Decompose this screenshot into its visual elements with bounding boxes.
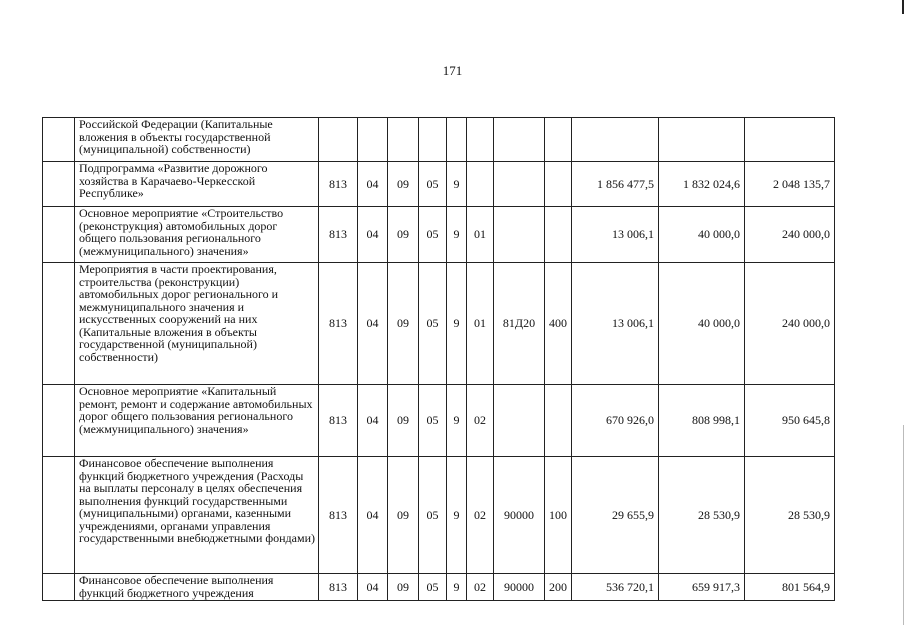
section-code-cell [358,118,388,162]
first-column-cell [43,457,75,574]
program-code-cell: 05 [419,162,447,207]
subprogram-code-cell: 9 [447,263,467,385]
scan-edge-line [903,425,904,625]
program-code-cell: 05 [419,263,447,385]
first-column-cell [43,162,75,207]
subprogram-code-cell: 9 [447,457,467,574]
subsection-code-cell: 09 [388,574,419,601]
amount-year2-cell: 808 998,1 [659,385,745,457]
subprogram-code-cell [447,118,467,162]
activity-code-cell [467,162,494,207]
activity-code-cell: 02 [467,574,494,601]
subprogram-code-cell: 9 [447,207,467,263]
amount-year3-cell [745,118,835,162]
amount-year2-cell: 1 832 024,6 [659,162,745,207]
budget-table [42,117,835,601]
direction-code-cell: 90000 [494,457,545,574]
section-code-cell: 04 [358,574,388,601]
first-column-cell [43,118,75,162]
direction-code-cell [494,118,545,162]
amount-year2-cell: 40 000,0 [659,263,745,385]
ministry-code-cell: 813 [319,207,358,263]
item-name-cell: Российской Федерации (Капитальные вложения в объекты государственной (муниципальной) собственности) [75,118,319,162]
amount-year2-cell: 28 530,9 [659,457,745,574]
ministry-code-cell: 813 [319,574,358,601]
program-code-cell [419,118,447,162]
item-name-cell: Финансовое обеспечение выполнения функций бюджетного учреждения [75,574,319,601]
subsection-code-cell [388,118,419,162]
activity-code-cell: 02 [467,385,494,457]
section-code-cell: 04 [358,162,388,207]
ministry-code-cell: 813 [319,457,358,574]
amount-year3-cell: 801 564,9 [745,574,835,601]
table-row [43,457,835,574]
amount-year1-cell: 670 926,0 [572,385,659,457]
expense-type-cell [545,385,572,457]
program-code-cell: 05 [419,385,447,457]
section-code-cell: 04 [358,457,388,574]
ministry-code-cell: 813 [319,162,358,207]
program-code-cell: 05 [419,574,447,601]
expense-type-cell: 100 [545,457,572,574]
activity-code-cell: 02 [467,457,494,574]
table-row [43,118,835,162]
amount-year1-cell: 29 655,9 [572,457,659,574]
direction-code-cell: 81Д20 [494,263,545,385]
scan-edge-mark [902,0,904,14]
expense-type-cell: 400 [545,263,572,385]
item-name-cell: Основное мероприятие «Строительство (реконструкция) автомобильных дорог общего пользования регионального (межмуниципального) значения» [75,207,319,263]
ministry-code-cell: 813 [319,385,358,457]
direction-code-cell: 90000 [494,574,545,601]
amount-year3-cell: 240 000,0 [745,263,835,385]
subprogram-code-cell: 9 [447,574,467,601]
amount-year3-cell: 28 530,9 [745,457,835,574]
direction-code-cell [494,162,545,207]
table-row [43,207,835,263]
ministry-code-cell: 813 [319,263,358,385]
item-name-cell: Финансовое обеспечение выполнения функций бюджетного учреждения (Расходы на выплаты персоналу в целях обеспечения выполнения функций государственными (муниципальными) органами, казенными учреждениями, органами управления государственными внебюджетными фондами) [75,457,319,574]
subsection-code-cell: 09 [388,457,419,574]
program-code-cell: 05 [419,207,447,263]
expense-type-cell [545,162,572,207]
subsection-code-cell: 09 [388,385,419,457]
table-row [43,162,835,207]
item-name-cell: Мероприятия в части проектирования, строительства (реконструкции) автомобильных дорог регионального и межмуниципального значения и искусственных сооружений на них (Капитальные вложения в объекты государственной (муниципальной) собственности) [75,263,319,385]
subsection-code-cell: 09 [388,162,419,207]
direction-code-cell [494,207,545,263]
subsection-code-cell: 09 [388,263,419,385]
expense-type-cell: 200 [545,574,572,601]
table-row [43,385,835,457]
first-column-cell [43,574,75,601]
activity-code-cell: 01 [467,207,494,263]
section-code-cell: 04 [358,263,388,385]
first-column-cell [43,207,75,263]
amount-year3-cell: 2 048 135,7 [745,162,835,207]
ministry-code-cell [319,118,358,162]
subsection-code-cell: 09 [388,207,419,263]
table-row [43,574,835,601]
subprogram-code-cell: 9 [447,385,467,457]
program-code-cell: 05 [419,457,447,574]
amount-year1-cell: 1 856 477,5 [572,162,659,207]
item-name-cell: Основное мероприятие «Капитальный ремонт, ремонт и содержание автомобильных дорог общего пользования регионального (межмуниципального) значения» [75,385,319,457]
amount-year1-cell: 13 006,1 [572,263,659,385]
first-column-cell [43,263,75,385]
expense-type-cell [545,207,572,263]
activity-code-cell: 01 [467,263,494,385]
amount-year1-cell: 13 006,1 [572,207,659,263]
section-code-cell: 04 [358,385,388,457]
amount-year1-cell: 536 720,1 [572,574,659,601]
table-row [43,263,835,385]
activity-code-cell [467,118,494,162]
amount-year3-cell: 950 645,8 [745,385,835,457]
amount-year3-cell: 240 000,0 [745,207,835,263]
subprogram-code-cell: 9 [447,162,467,207]
page-number: 171 [442,63,463,78]
amount-year1-cell [572,118,659,162]
item-name-cell: Подпрограмма «Развитие дорожного хозяйства в Карачаево-Черкесской Республике» [75,162,319,207]
section-code-cell: 04 [358,207,388,263]
amount-year2-cell [659,118,745,162]
expense-type-cell [545,118,572,162]
direction-code-cell [494,385,545,457]
amount-year2-cell: 40 000,0 [659,207,745,263]
amount-year2-cell: 659 917,3 [659,574,745,601]
first-column-cell [43,385,75,457]
